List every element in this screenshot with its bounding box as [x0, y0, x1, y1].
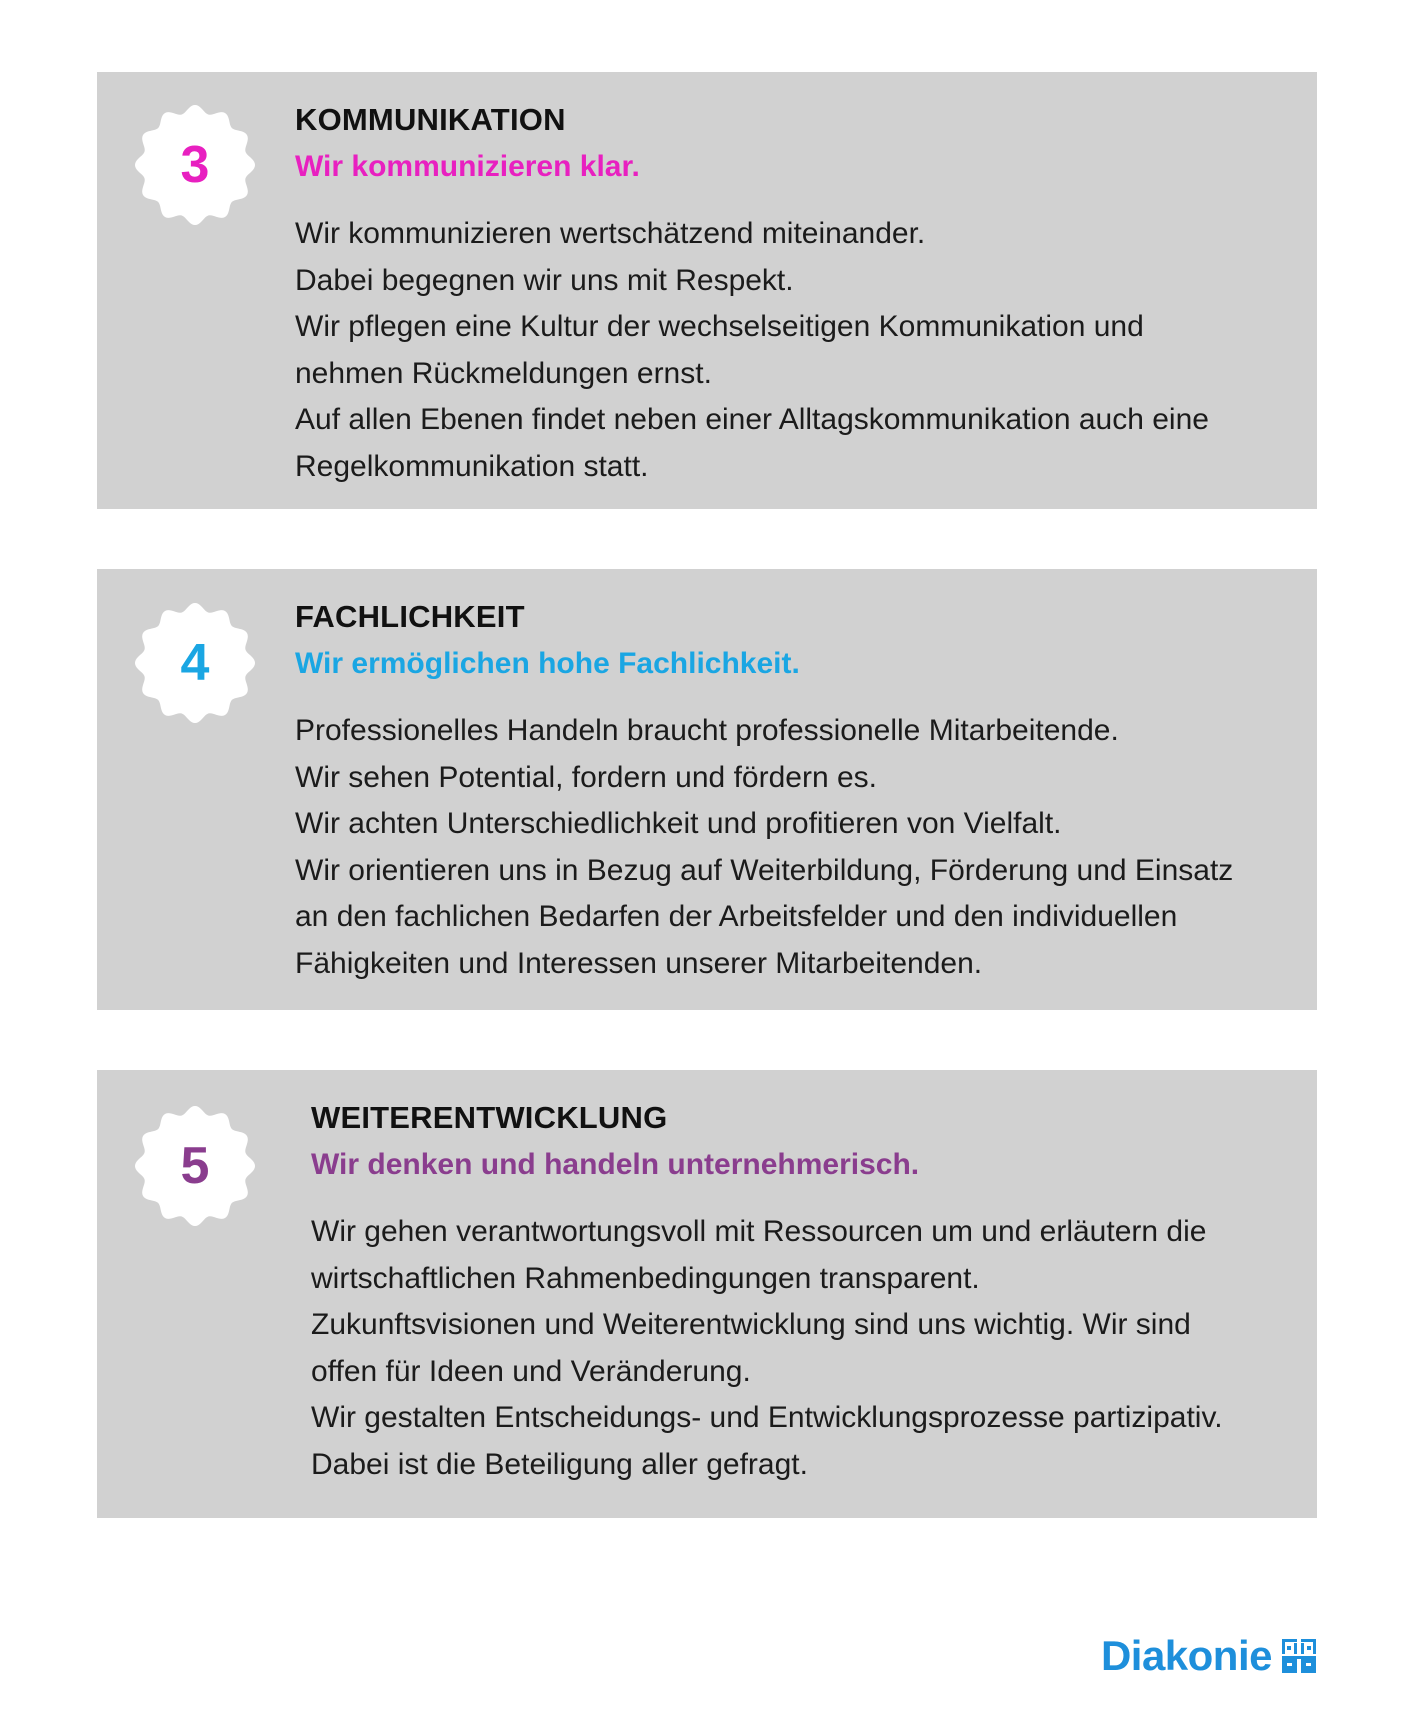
section-body: [311, 1209, 1287, 1488]
diakonie-logo: [1101, 1634, 1316, 1678]
body-line: Wir gestalten Entscheidungs- und Entwicklungsprozesse partizipativ.: [311, 1401, 1223, 1434]
body-line: Auf allen Ebenen findet neben einer Alltagskommunikation auch eine: [295, 403, 1209, 436]
section-subtitle: Wir denken und handeln unternehmerisch.: [311, 1148, 920, 1181]
body-line: Wir sehen Potential, fordern und fördern es.: [295, 760, 877, 794]
body-line: nehmen Rückmeldungen ernst.: [295, 356, 712, 390]
logo-text: Diakonie: [1100, 1632, 1272, 1679]
body-line: offen für Ideen und Veränderung.: [311, 1354, 751, 1388]
section-title: KOMMUNIKATION: [295, 102, 566, 137]
section-body: [295, 708, 1287, 987]
section-title: WEITERENTWICKLUNG: [311, 1100, 668, 1135]
number-badge: [134, 602, 256, 724]
body-line: Wir pflegen eine Kultur der wechselseitigen Kommunikation und: [295, 310, 1144, 343]
body-line: Regelkommunikation statt.: [295, 449, 649, 483]
section-number: 5: [180, 1137, 210, 1195]
body-line: an den fachlichen Bedarfen der Arbeitsfelder und den individuellen: [295, 900, 1178, 933]
body-line: Dabei ist die Beteiligung aller gefragt.: [311, 1447, 808, 1481]
section-number: 4: [180, 634, 210, 692]
body-line: Professionelles Handeln braucht professionelle Mitarbeitende.: [295, 714, 1119, 747]
section-card-kommunikation: [97, 72, 1317, 509]
section-card-weiterentwicklung: [97, 1070, 1317, 1518]
number-badge: [134, 1105, 256, 1227]
body-line: Wir gehen verantwortungsvoll mit Ressourcen um und erläutern die: [311, 1215, 1207, 1248]
section-subtitle: Wir kommunizieren klar.: [295, 150, 640, 183]
diakonie-cross-icon: [1282, 1639, 1316, 1673]
section-number: 3: [180, 136, 210, 194]
section-subtitle: Wir ermöglichen hohe Fachlichkeit.: [295, 647, 800, 680]
body-line: Wir achten Unterschiedlichkeit und profitieren von Vielfalt.: [295, 807, 1062, 840]
body-line: Fähigkeiten und Interessen unserer Mitarbeitenden.: [295, 946, 983, 980]
section-card-fachlichkeit: [97, 569, 1317, 1010]
section-body: [295, 211, 1287, 490]
body-line: Zukunftsvisionen und Weiterentwicklung sind uns wichtig. Wir sind: [311, 1308, 1191, 1341]
body-line: Wir orientieren uns in Bezug auf Weiterbildung, Förderung und Einsatz: [295, 853, 1234, 887]
body-line: wirtschaftlichen Rahmenbedingungen transparent.: [311, 1261, 980, 1295]
body-line: Wir kommunizieren wertschätzend miteinander.: [295, 217, 926, 250]
number-badge: [134, 104, 256, 226]
section-title: FACHLICHKEIT: [295, 599, 525, 634]
body-line: Dabei begegnen wir uns mit Respekt.: [295, 263, 794, 297]
